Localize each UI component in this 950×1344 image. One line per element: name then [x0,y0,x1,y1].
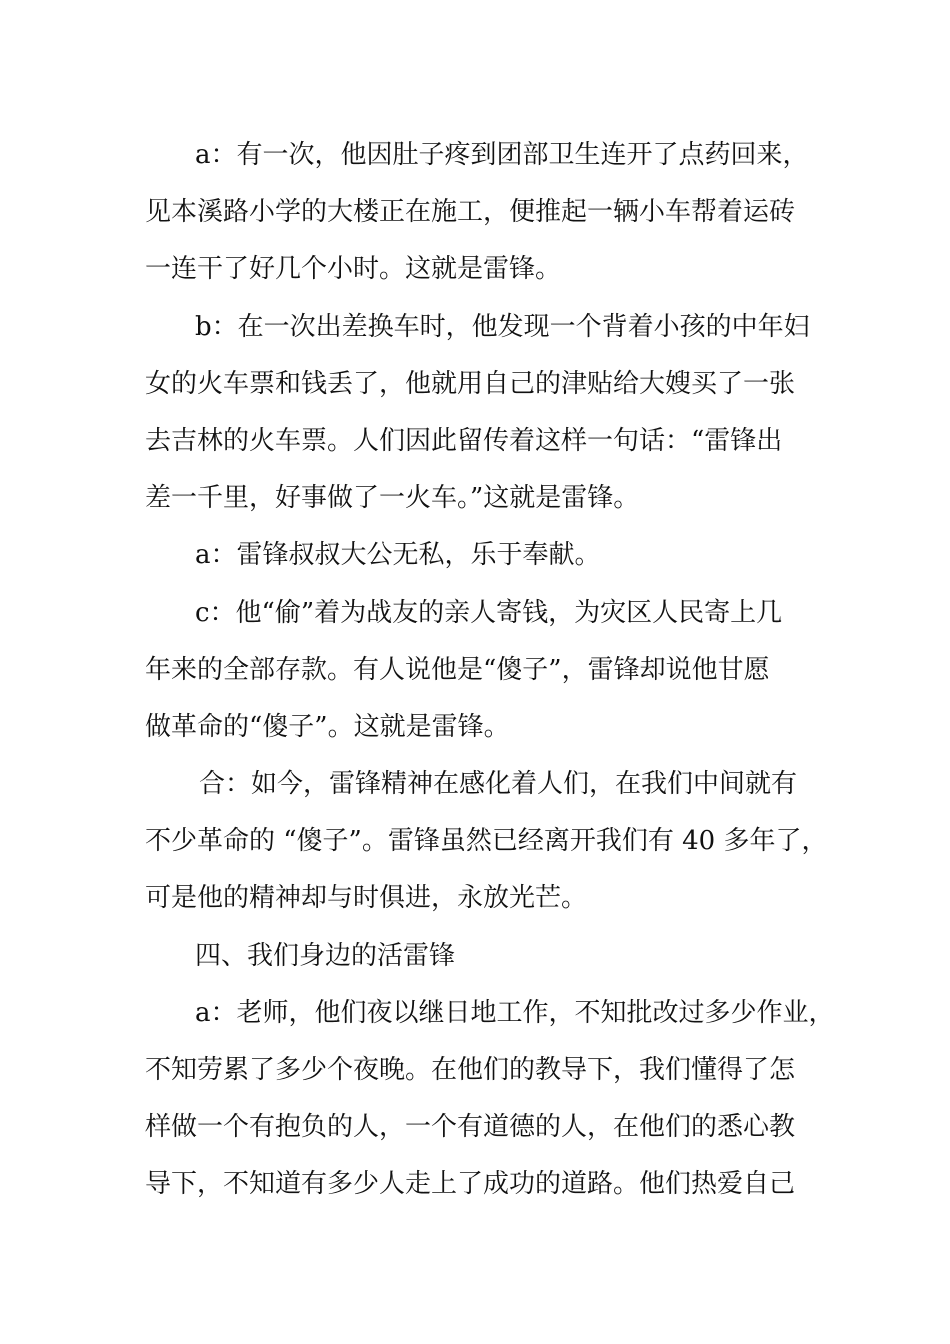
text-line: 导下，不知道有多少人走上了成功的道路。他们热爱自己 [145,1169,796,1200]
text-line: 去吉林的火车票。人们因此留传着这样一句话：“雷锋出 [145,425,783,456]
text-line: 可是他的精神却与时俱进，永放光芒。 [145,883,588,914]
text-line: a：雷锋叔叔大公无私，乐于奉献。 [195,540,601,571]
text-line: 女的火车票和钱丢了，他就用自己的津贴给大嫂买了一张 [145,368,796,399]
text-line: a：老师，他们夜以继日地工作，不知批改过多少作业， [195,997,835,1028]
text-line: a：有一次，他因肚子疼到团部卫生连开了点药回来， [195,140,809,170]
text-line: b：在一次出差换车时，他发现一个背着小孩的中年妇 [195,311,810,342]
text-line: c：他“偷”着为战友的亲人寄钱，为灾区人民寄上几 [195,597,783,628]
text-line: 合：如今，雷锋精神在感化着人们，在我们中间就有 [199,769,798,800]
text-line: 样做一个有抱负的人，一个有道德的人，在他们的悉心教 [145,1112,796,1143]
text-line: 一连干了好几个小时。这就是雷锋。 [145,254,562,285]
text-line: 差一千里，好事做了一火车。”这就是雷锋。 [145,483,640,514]
text-line: 年来的全部存款。有人说他是“傻子”，雷锋却说他甘愿 [145,654,770,685]
text-line: 见本溪路小学的大楼正在施工，便推起一辆小车帮着运砖 [145,197,796,228]
section-heading: 四、我们身边的活雷锋 [195,940,456,971]
text-line: 做革命的“傻子”。这就是雷锋。 [145,711,510,742]
text-line: 不少革命的 “傻子”。雷锋虽然已经离开我们有 40 多年了， [145,826,828,857]
document-body [145,134,835,1221]
text-line: 不知劳累了多少个夜晚。在他们的教导下，我们懂得了怎 [145,1055,796,1085]
